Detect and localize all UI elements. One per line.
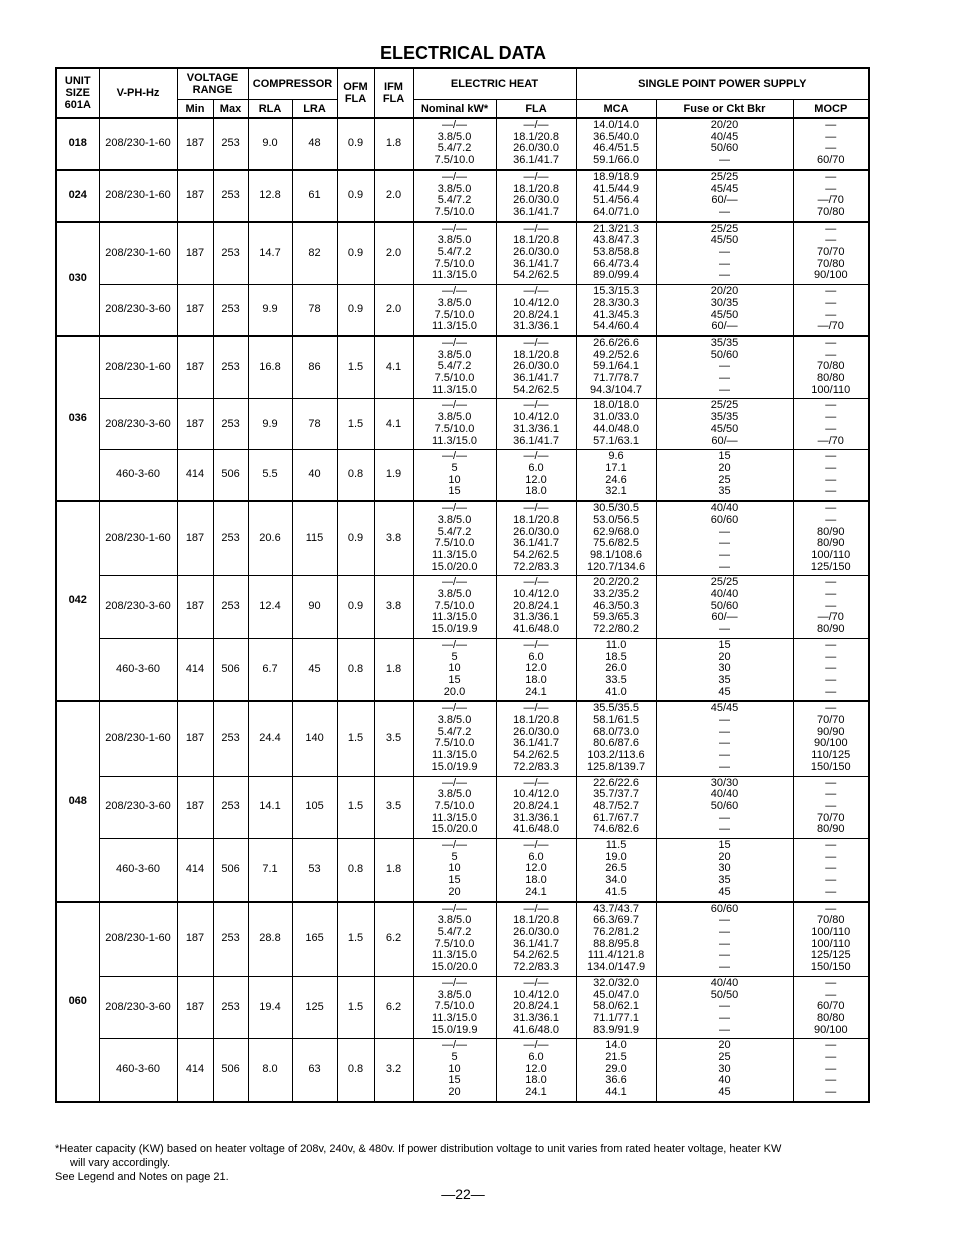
ifm-fla-cell: 3.8 [374,501,413,576]
mca-cell: 11.5 19.0 26.5 34.0 41.5 [576,839,656,902]
header-compressor: COMPRESSOR [248,68,337,100]
compressor-rla-cell: 9.9 [248,285,292,336]
ifm-fla-cell: 3.5 [374,776,413,839]
compressor-lra-cell: 125 [292,976,337,1039]
voltage-max-cell: 253 [213,501,248,576]
heat-fla-cell: —/— 6.0 12.0 18.0 24.1 [496,638,576,701]
ifm-fla-cell: 1.8 [374,118,413,170]
voltage-min-cell: 187 [177,902,213,977]
fuse-or-breaker-cell: 20/20 30/35 45/50 60/— [656,285,793,336]
header-nominal-kw: Nominal kW* [413,100,496,119]
header-unit-size: UNIT SIZE 601A [56,68,99,118]
mocp-cell: — — — 60/70 [793,118,869,170]
mca-cell: 30.5/30.5 53.0/56.5 62.9/68.0 75.6/82.5 98.1/108.6 120.7/134.6 [576,501,656,576]
heat-nominal-kw-cell: —/— 3.8/5.0 7.5/10.0 11.3/15.0 [413,285,496,336]
voltage-max-cell: 506 [213,638,248,701]
voltage-min-cell: 187 [177,701,213,776]
voltage-max-cell: 253 [213,222,248,285]
compressor-rla-cell: 14.1 [248,776,292,839]
fuse-or-breaker-cell: 30/30 40/40 50/60 — — [656,776,793,839]
heat-fla-cell: —/— 10.4/12.0 20.8/24.1 31.3/36.1 41.6/48.0 [496,776,576,839]
heat-nominal-kw-cell: —/— 3.8/5.0 5.4/7.2 7.5/10.0 11.3/15.0 [413,336,496,399]
compressor-rla-cell: 24.4 [248,701,292,776]
mca-cell: 21.3/21.3 43.8/47.3 53.8/58.8 66.4/73.4 89.0/99.4 [576,222,656,285]
ifm-fla-cell: 3.5 [374,701,413,776]
heat-nominal-kw-cell: —/— 3.8/5.0 5.4/7.2 7.5/10.0 11.3/15.0 15.0/19.9 [413,701,496,776]
mocp-cell: — — — 70/70 80/90 [793,776,869,839]
mocp-cell: — — — — [793,450,869,501]
see-also-note: See Legend and Notes on page 21. [55,1171,229,1183]
unit-group-024 [56,170,869,222]
heat-fla-cell: —/— 18.1/20.8 26.0/30.0 36.1/41.7 [496,118,576,170]
heat-nominal-kw-cell: —/— 3.8/5.0 5.4/7.2 7.5/10.0 11.3/15.0 [413,222,496,285]
heat-fla-cell: —/— 10.4/12.0 20.8/24.1 31.3/36.1 [496,285,576,336]
fuse-or-breaker-cell: 40/40 50/50 — — — [656,976,793,1039]
heat-fla-cell: —/— 18.1/20.8 26.0/30.0 36.1/41.7 54.2/62.5 72.2/83.3 [496,701,576,776]
voltage-phase-hz-cell: 208/230-3-60 [99,576,177,639]
voltage-min-cell: 414 [177,638,213,701]
voltage-max-cell: 253 [213,336,248,399]
heat-nominal-kw-cell: —/— 5 10 15 [413,450,496,501]
compressor-lra-cell: 105 [292,776,337,839]
ofm-fla-cell: 1.5 [337,976,374,1039]
voltage-phase-hz-cell: 208/230-3-60 [99,976,177,1039]
unit-group-060 [56,902,869,1102]
voltage-min-cell: 187 [177,976,213,1039]
heat-fla-cell: —/— 10.4/12.0 20.8/24.1 31.3/36.1 41.6/48.0 [496,976,576,1039]
ifm-fla-cell: 3.8 [374,576,413,639]
mocp-cell: — — — —/70 [793,399,869,450]
compressor-rla-cell: 6.7 [248,638,292,701]
fuse-or-breaker-cell: 25/25 45/45 60/— — [656,170,793,222]
voltage-min-cell: 187 [177,222,213,285]
fuse-or-breaker-cell: 20 25 30 40 45 [656,1039,793,1102]
mocp-cell: — — 70/80 80/80 100/110 [793,336,869,399]
header-ofm-fla: OFM FLA [337,68,374,118]
voltage-max-cell: 253 [213,399,248,450]
ofm-fla-cell: 0.9 [337,222,374,285]
heat-fla-cell: —/— 6.0 12.0 18.0 24.1 [496,839,576,902]
voltage-min-cell: 414 [177,839,213,902]
table-row [56,776,869,839]
mocp-cell: — — — — — [793,638,869,701]
ifm-fla-cell: 2.0 [374,285,413,336]
ifm-fla-cell: 4.1 [374,336,413,399]
voltage-phase-hz-cell: 208/230-3-60 [99,776,177,839]
compressor-lra-cell: 48 [292,118,337,170]
compressor-lra-cell: 61 [292,170,337,222]
compressor-rla-cell: 7.1 [248,839,292,902]
table-row [56,450,869,501]
heat-nominal-kw-cell: —/— 5 10 15 20 [413,1039,496,1102]
ofm-fla-cell: 0.9 [337,170,374,222]
heater-footnote-cont: will vary accordingly. [70,1157,171,1169]
compressor-rla-cell: 20.6 [248,501,292,576]
header-fuse: Fuse or Ckt Bkr [656,100,793,119]
table-row [56,976,869,1039]
page-title: ELECTRICAL DATA [380,43,546,63]
compressor-lra-cell: 78 [292,285,337,336]
table-row [56,501,869,576]
voltage-phase-hz-cell: 208/230-1-60 [99,701,177,776]
ofm-fla-cell: 1.5 [337,399,374,450]
mca-cell: 14.0 21.5 29.0 36.6 44.1 [576,1039,656,1102]
header-voltage-range: VOLTAGE RANGE [177,68,248,100]
compressor-lra-cell: 165 [292,902,337,977]
voltage-min-cell: 414 [177,1039,213,1102]
heat-fla-cell: —/— 18.1/20.8 26.0/30.0 36.1/41.7 54.2/62.5 72.2/83.3 [496,902,576,977]
header-electric-heat: ELECTRIC HEAT [413,68,576,100]
heat-nominal-kw-cell: —/— 3.8/5.0 5.4/7.2 7.5/10.0 [413,118,496,170]
ofm-fla-cell: 0.8 [337,839,374,902]
heat-fla-cell: —/— 18.1/20.8 26.0/30.0 36.1/41.7 54.2/62.5 [496,336,576,399]
mca-cell: 43.7/43.7 66.3/69.7 76.2/81.2 88.8/95.8 111.4/121.8 134.0/147.9 [576,902,656,977]
fuse-or-breaker-cell: 25/25 35/35 45/50 60/— [656,399,793,450]
mocp-cell: — — — — — [793,1039,869,1102]
voltage-max-cell: 506 [213,1039,248,1102]
voltage-min-cell: 187 [177,285,213,336]
fuse-or-breaker-cell: 40/40 60/60 — — — — [656,501,793,576]
mca-cell: 35.5/35.5 58.1/61.5 68.0/73.0 80.6/87.6 103.2/113.6 125.8/139.7 [576,701,656,776]
ofm-fla-cell: 0.9 [337,576,374,639]
voltage-phase-hz-cell: 208/230-1-60 [99,336,177,399]
voltage-min-cell: 187 [177,399,213,450]
voltage-phase-hz-cell: 208/230-1-60 [99,902,177,977]
table-row [56,576,869,639]
unit-size-cell: 024 [56,170,99,222]
mocp-cell: — — — —/70 [793,285,869,336]
heat-nominal-kw-cell: —/— 3.8/5.0 7.5/10.0 11.3/15.0 15.0/19.9 [413,576,496,639]
ofm-fla-cell: 1.5 [337,701,374,776]
heat-fla-cell: —/— 18.1/20.8 26.0/30.0 36.1/41.7 54.2/62.5 72.2/83.3 [496,501,576,576]
fuse-or-breaker-cell: 25/25 45/50 — — — [656,222,793,285]
voltage-phase-hz-cell: 460-3-60 [99,638,177,701]
heat-nominal-kw-cell: —/— 3.8/5.0 5.4/7.2 7.5/10.0 11.3/15.0 15.0/20.0 [413,902,496,977]
table-row [56,118,869,170]
header-single-point-power: SINGLE POINT POWER SUPPLY [576,68,869,100]
compressor-lra-cell: 90 [292,576,337,639]
compressor-rla-cell: 14.7 [248,222,292,285]
ifm-fla-cell: 3.2 [374,1039,413,1102]
header-lra: LRA [292,100,337,119]
table-row [56,701,869,776]
heat-nominal-kw-cell: —/— 3.8/5.0 5.4/7.2 7.5/10.0 11.3/15.0 15.0/20.0 [413,501,496,576]
compressor-lra-cell: 115 [292,501,337,576]
voltage-phase-hz-cell: 460-3-60 [99,450,177,501]
compressor-lra-cell: 78 [292,399,337,450]
header-ifm-fla: IFM FLA [374,68,413,118]
compressor-lra-cell: 40 [292,450,337,501]
fuse-or-breaker-cell: 15 20 25 35 [656,450,793,501]
ofm-fla-cell: 1.5 [337,336,374,399]
voltage-phase-hz-cell: 208/230-1-60 [99,118,177,170]
ifm-fla-cell: 4.1 [374,399,413,450]
unit-group-042 [56,501,869,701]
compressor-rla-cell: 28.8 [248,902,292,977]
unit-group-018 [56,118,869,170]
heat-nominal-kw-cell: —/— 3.8/5.0 5.4/7.2 7.5/10.0 [413,170,496,222]
compressor-rla-cell: 16.8 [248,336,292,399]
unit-size-cell: 036 [56,336,99,501]
header-rla: RLA [248,100,292,119]
voltage-phase-hz-cell: 460-3-60 [99,1039,177,1102]
ofm-fla-cell: 0.9 [337,501,374,576]
voltage-max-cell: 506 [213,839,248,902]
voltage-max-cell: 253 [213,976,248,1039]
table-row [56,222,869,285]
voltage-min-cell: 187 [177,336,213,399]
mocp-cell: — 70/70 90/90 90/100 110/125 150/150 [793,701,869,776]
mca-cell: 11.0 18.5 26.0 33.5 41.0 [576,638,656,701]
voltage-max-cell: 253 [213,701,248,776]
heat-nominal-kw-cell: —/— 3.8/5.0 7.5/10.0 11.3/15.0 [413,399,496,450]
heater-footnote: *Heater capacity (KW) based on heater voltage of 208v, 240v, & 480v. If power distribution voltage to unit varies from rated heater voltage, heater KW [55,1143,782,1155]
compressor-rla-cell: 12.8 [248,170,292,222]
mocp-cell: — 70/80 100/110 100/110 125/125 150/150 [793,902,869,977]
ofm-fla-cell: 1.5 [337,776,374,839]
header-mca: MCA [576,100,656,119]
mca-cell: 32.0/32.0 45.0/47.0 58.0/62.1 71.1/77.1 83.9/91.9 [576,976,656,1039]
compressor-lra-cell: 53 [292,839,337,902]
mocp-cell: — — — —/70 80/90 [793,576,869,639]
mca-cell: 9.6 17.1 24.6 32.1 [576,450,656,501]
voltage-max-cell: 253 [213,576,248,639]
voltage-min-cell: 187 [177,118,213,170]
compressor-rla-cell: 9.0 [248,118,292,170]
mca-cell: 22.6/22.6 35.7/37.7 48.7/52.7 61.7/67.7 74.6/82.6 [576,776,656,839]
mocp-cell: — — 80/90 80/90 100/110 125/150 [793,501,869,576]
table-row [56,902,869,977]
mca-cell: 20.2/20.2 33.2/35.2 46.3/50.3 59.3/65.3 72.2/80.2 [576,576,656,639]
ifm-fla-cell: 1.9 [374,450,413,501]
mocp-cell: — — 70/70 70/80 90/100 [793,222,869,285]
fuse-or-breaker-cell: 25/25 40/40 50/60 60/— — [656,576,793,639]
ifm-fla-cell: 6.2 [374,976,413,1039]
heat-nominal-kw-cell: —/— 5 10 15 20.0 [413,638,496,701]
footnotes [55,1142,875,1184]
unit-size-cell: 048 [56,701,99,901]
ofm-fla-cell: 1.5 [337,902,374,977]
table-row [56,1039,869,1102]
ofm-fla-cell: 0.9 [337,118,374,170]
mocp-cell: — — 60/70 80/80 90/100 [793,976,869,1039]
voltage-max-cell: 506 [213,450,248,501]
mocp-cell: — — — — — [793,839,869,902]
unit-size-cell: 060 [56,902,99,1102]
unit-group-036 [56,336,869,501]
voltage-min-cell: 187 [177,776,213,839]
unit-size-cell: 018 [56,118,99,170]
voltage-phase-hz-cell: 208/230-3-60 [99,285,177,336]
ifm-fla-cell: 2.0 [374,222,413,285]
heat-fla-cell: —/— 6.0 12.0 18.0 24.1 [496,1039,576,1102]
compressor-lra-cell: 63 [292,1039,337,1102]
fuse-or-breaker-cell: 60/60 — — — — — [656,902,793,977]
heat-nominal-kw-cell: —/— 3.8/5.0 7.5/10.0 11.3/15.0 15.0/19.9 [413,976,496,1039]
heat-fla-cell: —/— 10.4/12.0 31.3/36.1 36.1/41.7 [496,399,576,450]
voltage-phase-hz-cell: 208/230-1-60 [99,170,177,222]
unit-group-048 [56,701,869,901]
voltage-phase-hz-cell: 208/230-3-60 [99,399,177,450]
fuse-or-breaker-cell: 45/45 — — — — — [656,701,793,776]
compressor-lra-cell: 45 [292,638,337,701]
fuse-or-breaker-cell: 15 20 30 35 45 [656,839,793,902]
page-number: —22— [441,1186,485,1202]
ofm-fla-cell: 0.8 [337,450,374,501]
voltage-phase-hz-cell: 208/230-1-60 [99,501,177,576]
mca-cell: 15.3/15.3 28.3/30.3 41.3/45.3 54.4/60.4 [576,285,656,336]
heat-nominal-kw-cell: —/— 3.8/5.0 7.5/10.0 11.3/15.0 15.0/20.0 [413,776,496,839]
voltage-max-cell: 253 [213,285,248,336]
compressor-rla-cell: 8.0 [248,1039,292,1102]
fuse-or-breaker-cell: 20/20 40/45 50/60 — [656,118,793,170]
compressor-lra-cell: 86 [292,336,337,399]
voltage-min-cell: 187 [177,501,213,576]
compressor-rla-cell: 12.4 [248,576,292,639]
ifm-fla-cell: 1.8 [374,839,413,902]
mocp-cell: — — —/70 70/80 [793,170,869,222]
fuse-or-breaker-cell: 15 20 30 35 45 [656,638,793,701]
unit-size-cell: 030 [56,222,99,336]
table-row [56,839,869,902]
ifm-fla-cell: 1.8 [374,638,413,701]
heat-fla-cell: —/— 6.0 12.0 18.0 [496,450,576,501]
voltage-min-cell: 187 [177,576,213,639]
fuse-or-breaker-cell: 35/35 50/60 — — — [656,336,793,399]
voltage-max-cell: 253 [213,776,248,839]
compressor-lra-cell: 82 [292,222,337,285]
table-row [56,638,869,701]
mca-cell: 14.0/14.0 36.5/40.0 46.4/51.5 59.1/66.0 [576,118,656,170]
compressor-rla-cell: 9.9 [248,399,292,450]
compressor-lra-cell: 140 [292,701,337,776]
ofm-fla-cell: 0.8 [337,638,374,701]
heat-nominal-kw-cell: —/— 5 10 15 20 [413,839,496,902]
header-mocp: MOCP [793,100,869,119]
ofm-fla-cell: 0.8 [337,1039,374,1102]
mca-cell: 18.9/18.9 41.5/44.9 51.4/56.4 64.0/71.0 [576,170,656,222]
mca-cell: 26.6/26.6 49.2/52.6 59.1/64.1 71.7/78.7 94.3/104.7 [576,336,656,399]
header-max: Max [213,100,248,119]
unit-group-030 [56,222,869,336]
header-vphhz: V-PH-Hz [99,68,177,118]
voltage-max-cell: 253 [213,170,248,222]
voltage-max-cell: 253 [213,902,248,977]
compressor-rla-cell: 19.4 [248,976,292,1039]
ifm-fla-cell: 2.0 [374,170,413,222]
unit-size-cell: 042 [56,501,99,701]
table-row [56,399,869,450]
heat-fla-cell: —/— 18.1/20.8 26.0/30.0 36.1/41.7 54.2/62.5 [496,222,576,285]
voltage-min-cell: 187 [177,170,213,222]
heat-fla-cell: —/— 10.4/12.0 20.8/24.1 31.3/36.1 41.6/48.0 [496,576,576,639]
voltage-min-cell: 414 [177,450,213,501]
mca-cell: 18.0/18.0 31.0/33.0 44.0/48.0 57.1/63.1 [576,399,656,450]
compressor-rla-cell: 5.5 [248,450,292,501]
voltage-phase-hz-cell: 460-3-60 [99,839,177,902]
table-row [56,336,869,399]
electrical-data-table [55,67,870,1103]
voltage-phase-hz-cell: 208/230-1-60 [99,222,177,285]
header-min: Min [177,100,213,119]
header-heat-fla: FLA [496,100,576,119]
table-row [56,170,869,222]
ifm-fla-cell: 6.2 [374,902,413,977]
table-row [56,285,869,336]
voltage-max-cell: 253 [213,118,248,170]
ofm-fla-cell: 0.9 [337,285,374,336]
heat-fla-cell: —/— 18.1/20.8 26.0/30.0 36.1/41.7 [496,170,576,222]
